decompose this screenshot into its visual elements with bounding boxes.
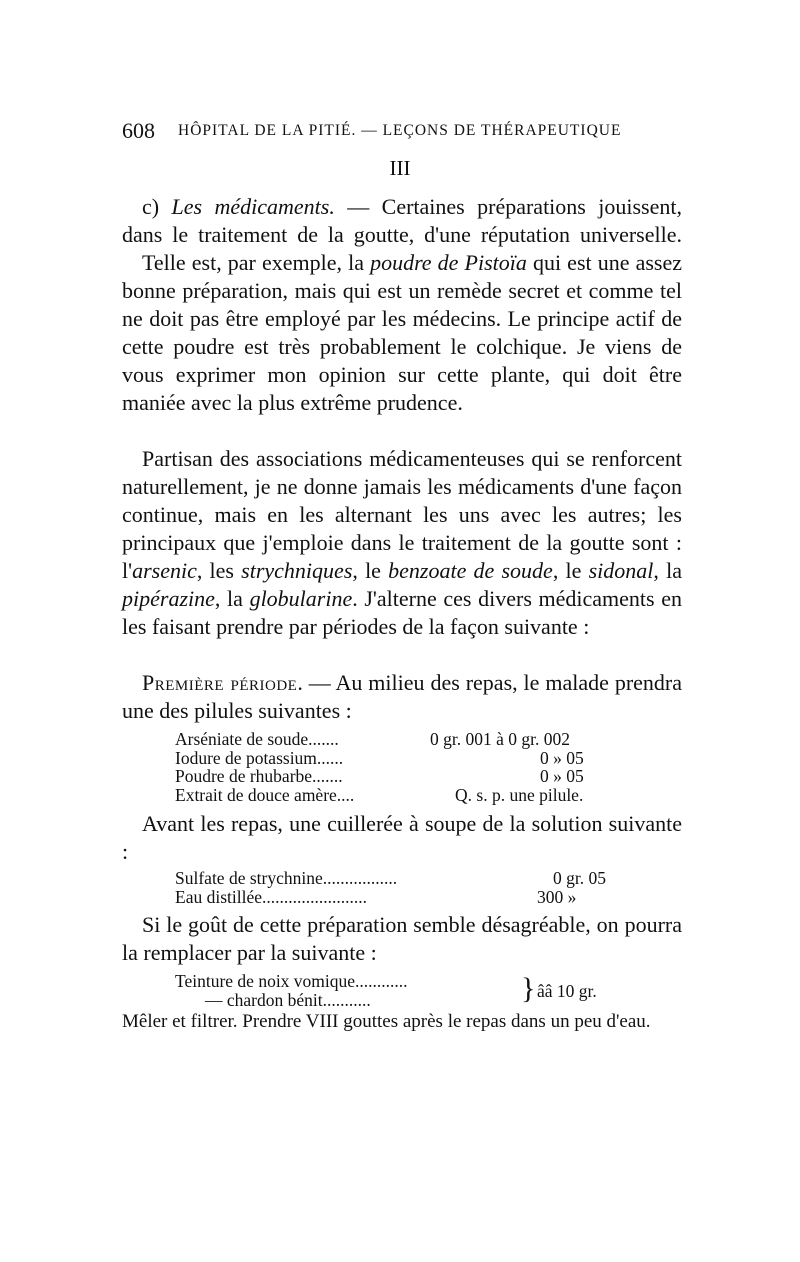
separator-text: , le (352, 558, 389, 583)
ingredient-name: Poudre de rhubarbe....... (175, 766, 343, 786)
paragraph-first-period (122, 669, 682, 725)
drug-name: benzoate de soude (388, 558, 553, 583)
paragraph-associations (122, 445, 682, 641)
drug-name: pipérazine (122, 586, 215, 611)
section-letter: c) (142, 194, 172, 219)
drug-name: strychniques (241, 558, 353, 583)
paragraph-text: Partisan des associations médicamenteuses qui se renforcent naturellement, je ne donne jamais les médicaments d'une façon continue, mais en les alternant les uns avec les autres; les principaux que j'emploie dans le traitement de la goutte sont : l' (122, 446, 682, 583)
paragraph-text: Telle est, par exemple, la (142, 250, 371, 275)
ingredient-qty: 0 gr. 05 (553, 868, 606, 888)
section-title: Les médicaments. (171, 194, 335, 219)
paragraph-pistoia (122, 249, 682, 417)
separator-text: , le (552, 558, 589, 583)
running-header (122, 118, 682, 146)
ingredient-name: Extrait de douce amère.... (175, 784, 355, 805)
paragraph-text: Si le goût de cette préparation semble désagréable, on pourra la remplacer par la suivante : (122, 912, 682, 965)
paragraph-text: Mêler et filtrer. Prendre VIII gouttes après le repas dans un peu d'eau. (122, 1011, 651, 1032)
remedy-name: poudre de Pistoïa (370, 250, 527, 275)
ingredient-qty: 0 » 05 (540, 766, 584, 786)
paragraph-text: . — Au milieu des repas, le malade prendra une des pilules suivantes : (122, 670, 682, 723)
separator-text: , la (214, 586, 250, 611)
ingredient-qty: 0 » 05 (540, 747, 584, 768)
separator-text: , la (653, 558, 682, 583)
ingredient-name: — chardon bénit........... (205, 989, 371, 1010)
ingredient-qty: 0 gr. 001 à 0 gr. 002 (430, 729, 570, 749)
pill-formula (175, 730, 635, 806)
running-title: HÔPITAL DE LA PITIÉ. — LEÇONS DE THÉRAPEUTIQUE (178, 122, 622, 139)
ingredient-name: Iodure de potassium...... (175, 747, 344, 768)
separator-text: , les (196, 558, 242, 583)
period-label: Première période (142, 670, 298, 695)
drug-name: arsenic (132, 558, 197, 583)
paragraph-instructions (122, 1011, 682, 1033)
paragraph-alternative (122, 911, 682, 967)
paragraph-text: qui est une assez bonne préparation, mais qui est un remède secret et comme tel ne doit pas être employé par les médecins. Le principe actif de cette poudre est très probablement le colchique. Je viens de vous exprimer mon opinion sur cette plante, qui doit être maniée avec la plus extrême prudence. (122, 250, 682, 415)
section-heading: III (389, 156, 411, 180)
ingredient-name: Eau distillée........................ (175, 886, 367, 907)
paragraph-text: . J'alterne ces divers médicaments en les faisant prendre par périodes de la façon suivante : (122, 586, 682, 639)
paragraph-text: Avant les repas, une cuillerée à soupe de la solution suivante : (122, 811, 682, 864)
drug-name: sidonal (588, 558, 654, 583)
tincture-formula (175, 972, 635, 1012)
drug-name: globularine (249, 586, 353, 611)
paragraph-before-meals (122, 810, 682, 866)
ingredient-qty: Q. s. p. une pilule. (455, 784, 584, 805)
solution-formula (175, 869, 635, 907)
ingredient-qty: 300 » (537, 886, 577, 907)
brace-mark: } (521, 972, 536, 1005)
ingredient-name: Teinture de noix vomique............ (175, 971, 408, 991)
ingredient-name: Arséniate de soude....... (175, 729, 339, 749)
paragraph-text: — Certaines préparations jouissent, dans le traitement de la goutte, d'une réputation universelle. (122, 194, 682, 247)
page-number: 608 (122, 118, 155, 143)
ingredient-name: Sulfate de strychnine................. (175, 868, 398, 888)
paragraph-medicaments (122, 193, 682, 249)
ingredient-qty: ââ 10 gr. (537, 981, 597, 1001)
